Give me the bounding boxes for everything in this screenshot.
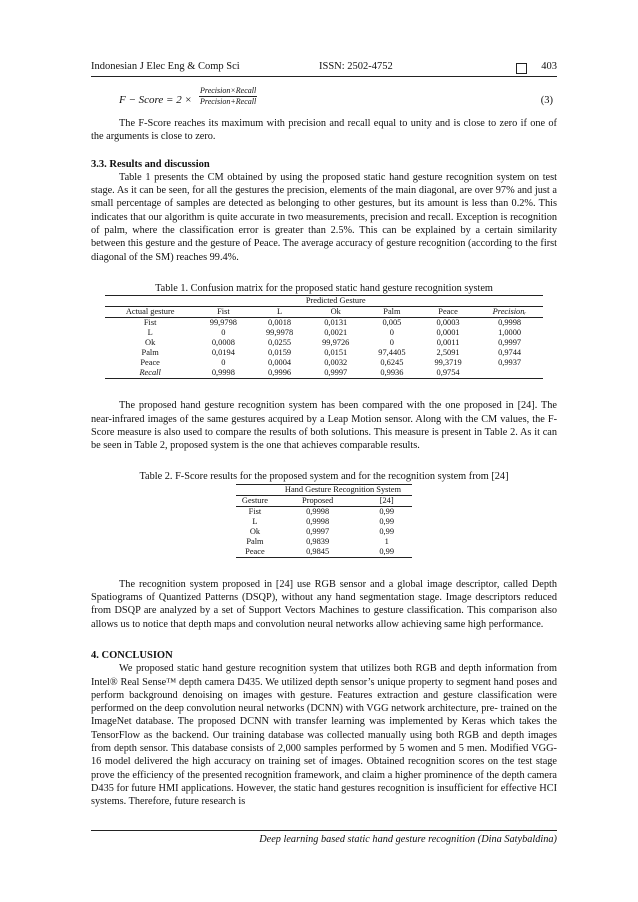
section-heading-conclusion: 4. CONCLUSION bbox=[91, 649, 173, 661]
equation-number: (3) bbox=[540, 95, 553, 106]
table-row: Ok 0,9997 0,99 bbox=[249, 526, 395, 536]
table1-header: Precisionᵣ bbox=[476, 307, 543, 318]
equation-denominator: Precision+Recall bbox=[200, 97, 257, 106]
table-row: Recall 0,9998 0,9996 0,9997 0,9936 0,9754 bbox=[105, 368, 543, 379]
table1-header: L bbox=[251, 307, 307, 318]
paragraph-conclusion: We proposed static hand gesture recognition system that utilizes both RGB and depth information from Intel® Real Sense™ depth camera D435. We utilized depth sensor’s unique property to segment hand poses and perform background denoising on images with gesture. Features extraction and gesture classification were performed on the deep convolution neural networks (DCNN) with VGG network architecture, pre- trained on the ImageNet database. The proposed DCNN with transfer learning was implemented by Keras which takes the TensorFlow as the backend. Our training database was collected manually using both RGB and depth images from depth sensor. This database consists of 2,000 samples performed by 5 women and 5 men. Modified VGG-16 model delivered the high accuracy on training set of images. Obtained recognition scores on the test stage prove the efficiency of the presented recognition framework, and claim a higher prominence of the depth camera D435 for future HMI applications. However, the static hand gestures recognition is insufficient for effective HCI systems. Therefore, future research is bbox=[91, 663, 557, 808]
table-row: Palm 0,0194 0,0159 0,0151 97,4405 2,5091 0,9744 bbox=[141, 348, 522, 358]
equation-lhs: F − Score = 2 × bbox=[119, 94, 192, 106]
paragraph-comparison: The proposed hand gesture recognition system has been compared with the one proposed in [24]. The near-infrared images of the same gestures acquired by a Leap Motion sensor. Along with the CM values, the F-Score measure is also used to compare the results of both solutions. This measure is present in Table 2. As it can be seen in Table 2, proposed system is the one that achieves comparable results. bbox=[91, 400, 557, 452]
equation-numerator: Precision×Recall bbox=[200, 86, 257, 95]
issn: ISSN: 2502-4752 bbox=[319, 61, 393, 72]
predicted-gesture-label: Predicted Gesture bbox=[195, 296, 476, 307]
table2-header: [24] bbox=[361, 495, 412, 506]
table2-caption: Table 2. F-Score results for the proposed system and for the recognition system from [24] bbox=[139, 471, 509, 483]
table-row: L 0,9998 0,99 bbox=[252, 516, 395, 526]
paragraph-results: Table 1 presents the CM obtained by using the proposed static hand gesture recognition system on test stage. As it can be seen, for all the gestures the precision, elements of the main diagonal, are over 97% and just a small percentage of samples are detected as belonging to other gestures, but its amount is less than 0.2%. This indicates that our algorithm is quite accurate in two measurements, precision and recall. Exception is recognition of palm, where the classification error is greater than 2.5%. This can be explained by a certain similarity between this gesture and the gesture of Peace. The average accuracy of gesture recognition (according to the first diagonal of the SM) reaches 99.4%. bbox=[91, 171, 557, 263]
system-label: Hand Gesture Recognition System bbox=[274, 484, 412, 495]
table-row: Fist 0,9998 0,99 bbox=[248, 506, 395, 516]
table-row: Palm 0,9839 1 bbox=[246, 536, 389, 546]
table1-caption: Table 1. Confusion matrix for the proposed static hand gesture recognition system bbox=[155, 282, 493, 294]
table1-header: Ok bbox=[308, 307, 364, 318]
table1-header: Palm bbox=[364, 307, 420, 318]
paragraph-rgb-comparison: The recognition system proposed in [24] use RGB sensor and a global image descriptor, called Depth Spatiograms of Quantized Patterns (DSQP), without any hand segmentation stage. Image descriptors reduced from DSQP are analyzed by a set of Support Vectors Machines to gesture classification. This comparison also allows us to notice that depth maps and convolution neural networks allow achieving same high performance. bbox=[91, 578, 557, 630]
checkbox-square-icon bbox=[516, 63, 527, 74]
table-row: Peace 0,9845 0,99 bbox=[236, 547, 412, 558]
section-heading-results: 3.3. Results and discussion bbox=[91, 158, 210, 170]
table1-header: Actual gesture bbox=[105, 307, 195, 318]
table-row: Fist 99,9798 0,0018 0,0131 0,005 0,0003 0,9998 bbox=[143, 318, 522, 328]
table1-header: Peace bbox=[420, 307, 476, 318]
table1-header: Fist bbox=[195, 307, 251, 318]
table2-header: Proposed bbox=[274, 495, 361, 506]
page-number: 403 bbox=[541, 61, 557, 72]
table-row: L 0 99,9978 0,0021 0 0,0001 1,0000 bbox=[147, 328, 522, 338]
running-header bbox=[91, 60, 557, 77]
paragraph-fscore: The F-Score reaches its maximum with precision and recall equal to unity and is close to zero if one of the arguments is close to zero. bbox=[91, 118, 557, 143]
page-body bbox=[91, 86, 557, 809]
table2-header: Gesture bbox=[236, 495, 274, 506]
confusion-matrix-table bbox=[105, 295, 543, 379]
journal-name: Indonesian J Elec Eng & Comp Sci bbox=[91, 61, 240, 72]
table-row: Ok 0,0008 0,0255 99,9726 0 0,0011 0,9997 bbox=[145, 338, 522, 348]
equation-3 bbox=[91, 86, 557, 116]
fscore-table bbox=[236, 484, 412, 558]
running-footer: Deep learning based static hand gesture recognition (Dina Satybaldina) bbox=[91, 830, 557, 845]
table-row: Peace 0 0,0004 0,0032 0,6245 99,3719 0,9937 bbox=[140, 358, 522, 368]
equation-fraction bbox=[199, 86, 257, 107]
